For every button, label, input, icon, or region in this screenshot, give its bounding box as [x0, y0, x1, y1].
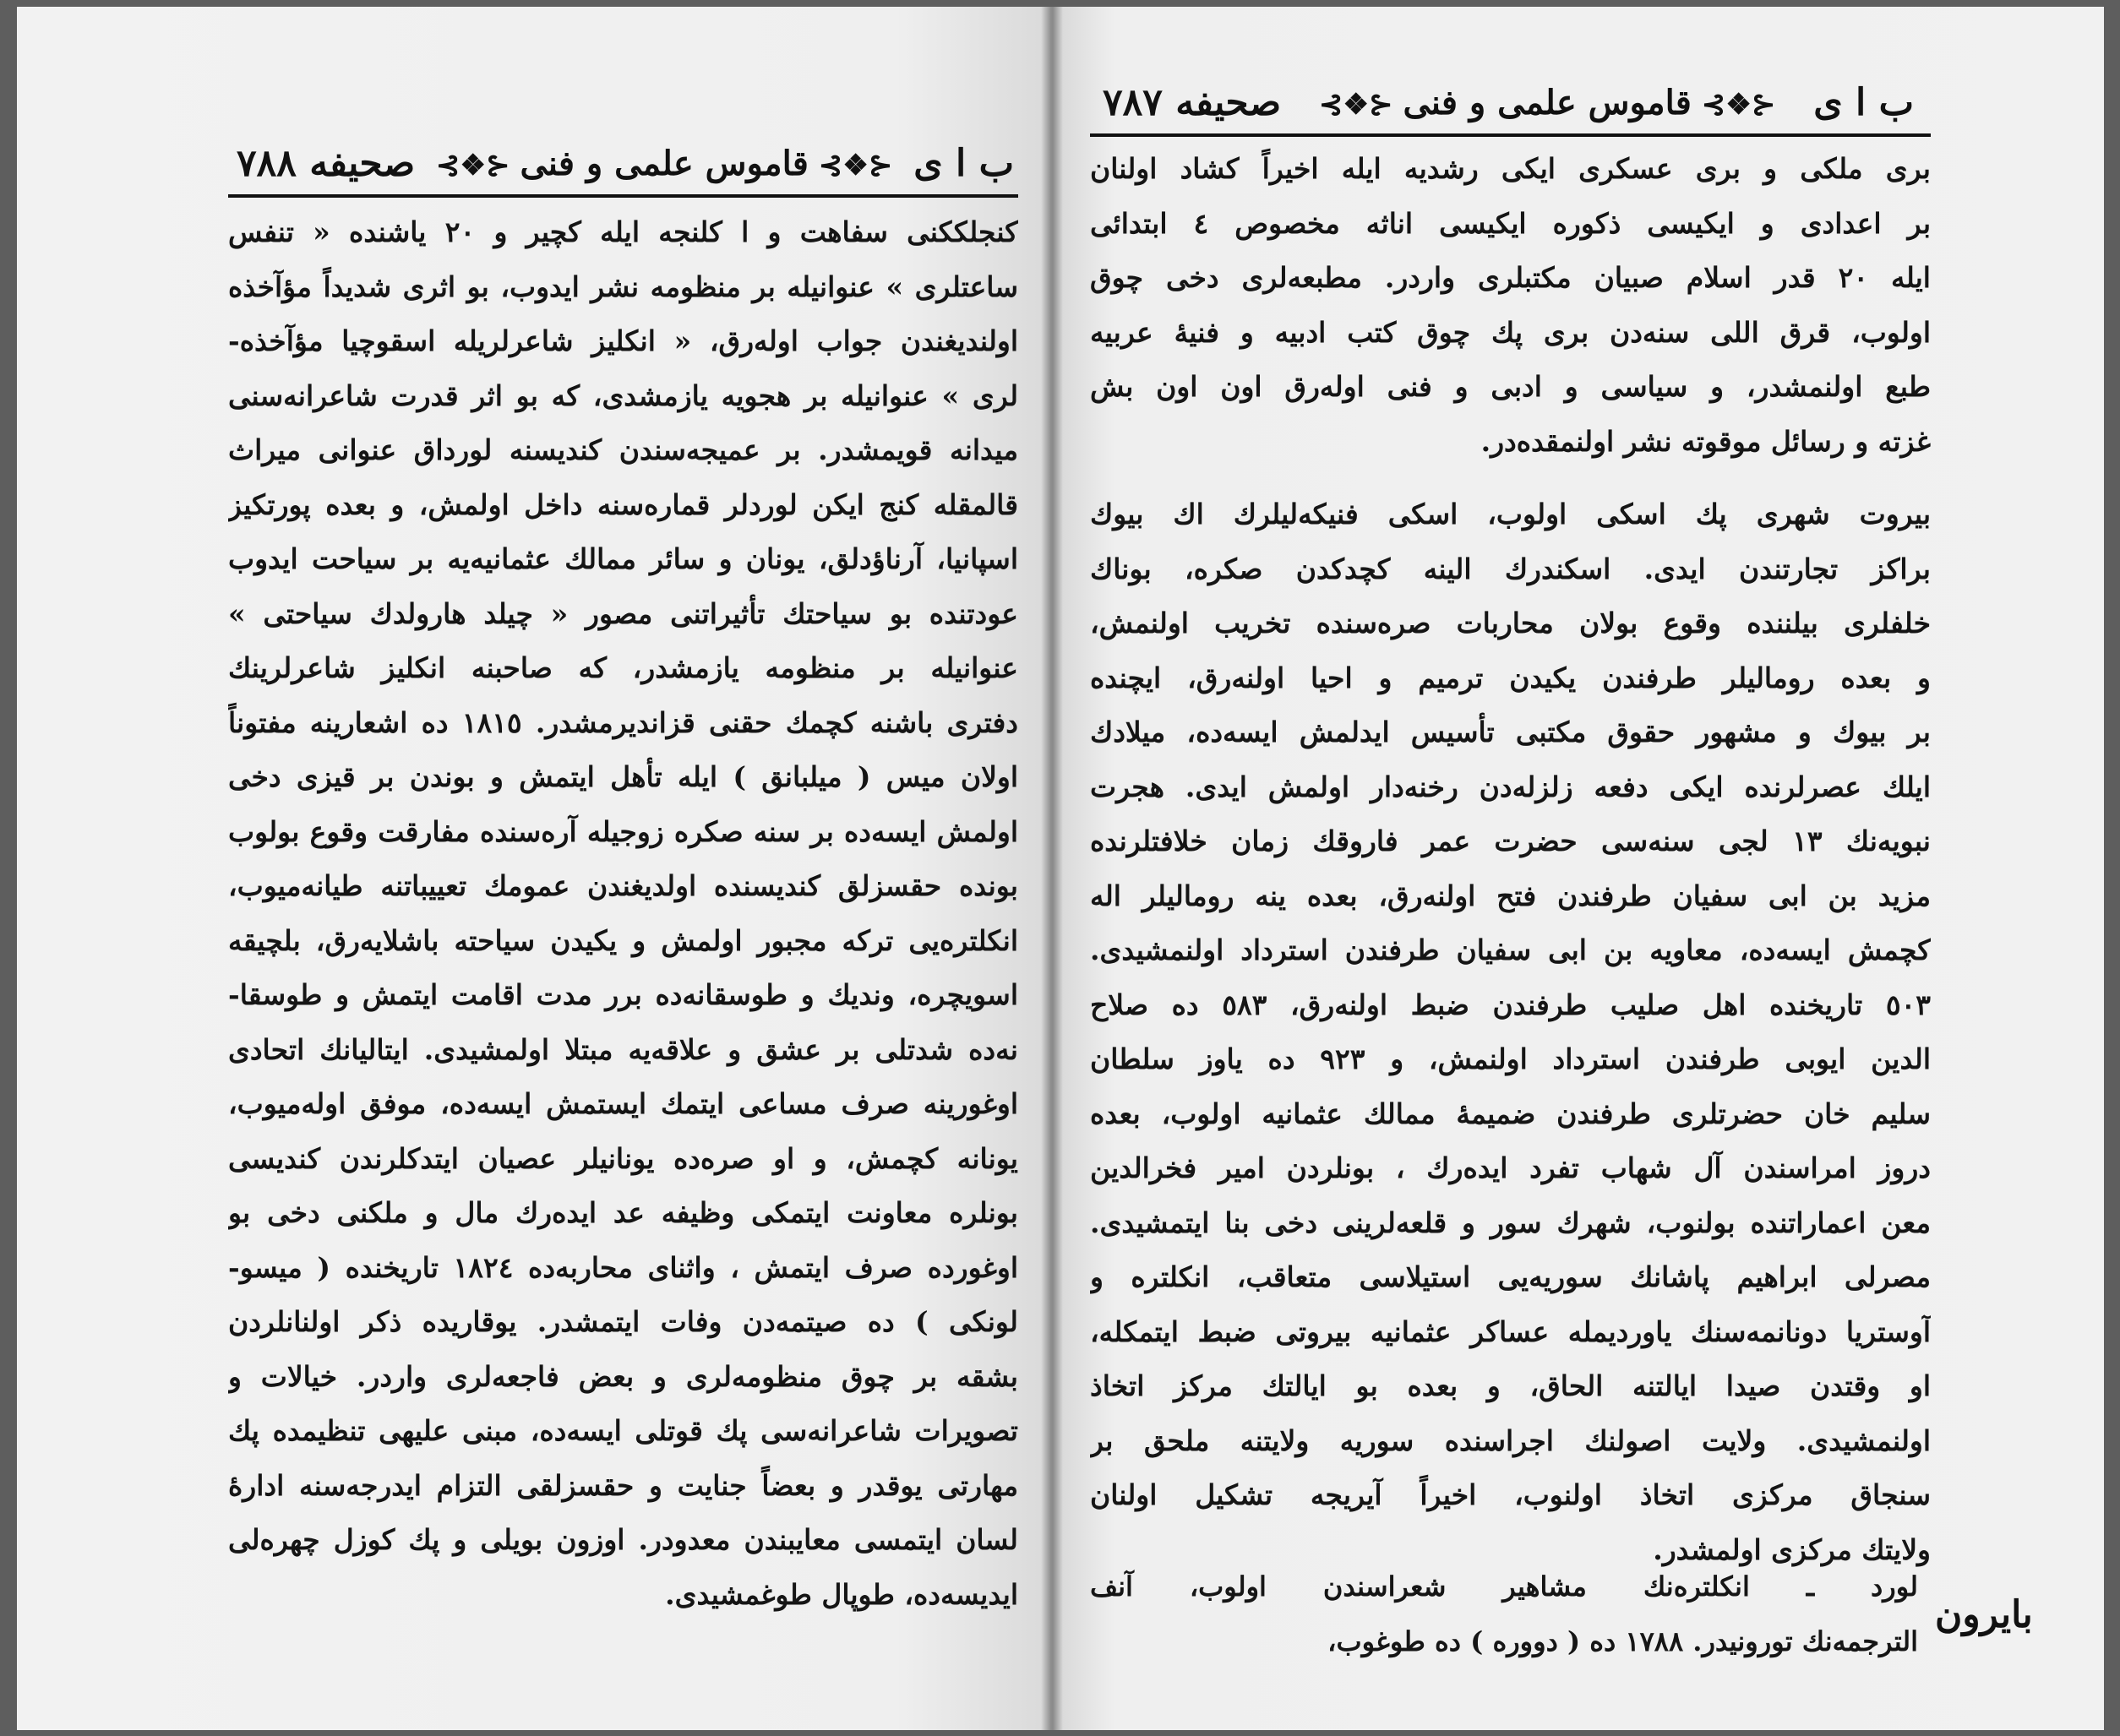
text-line: عنوانيله بر منظومه يازمشدر، كه صاحبنه انكليز شاعرلرينك	[228, 651, 1018, 684]
text-line: برى ملكى و برى عسكرى ايكى رشديه ايله اخيراً كشاد اولنان	[1090, 152, 1931, 185]
text-line: تصويرات شاعرانەسى پك قوتلى ايسەده، مبنى عليهى تنظيمده پك	[228, 1414, 1018, 1447]
right-header-marker: ب ا ى	[1813, 80, 1914, 124]
text-line: لونكى ) ده صيتمەدن وفات ايتمشدر. يوقاريده ذكر اولنانلردن	[228, 1305, 1018, 1338]
text-line: دفترى باشنه كچمك حقنى قزانديرمشدر. ١٨١٥ ده اشعارينه مفتوناً	[228, 705, 1018, 739]
text-line: اولنديغندن جواب اولەرق، « انكليز شاعرلريله اسقوچيا مؤآخذه-	[228, 324, 1018, 357]
text-line: مصرلى ابراهيم پاشانك سوريەيى استيلاسى متعاقب، انكلترە و	[1090, 1260, 1931, 1293]
text-line: ايلك عصرلرنده ايكى دفعه زلزلەدن رخنەدار اولمش ايدى. هجرت	[1090, 770, 1931, 803]
paragraph-1	[1090, 142, 1931, 469]
text-line: لورد ـ انكلترەنك مشاهير شعراسندن اولوب، آنف	[1090, 1570, 1918, 1603]
text-line: الدين ايوبى طرفندن استرداد اولنمش، و ٩٢٣ ده ياوز سلطان	[1090, 1042, 1931, 1075]
left-header-rule	[228, 194, 1018, 198]
right-header-title-wrap	[1281, 83, 1813, 122]
text-line: اولمش ايسەده بر سنه صكره زوجيله آرەسنده مفارقت وقوع بولوب	[228, 814, 1018, 848]
text-line: سليم خان حضرتلرى طرفندن ضميمۀ ممالك عثمانيه اولوب، بعده	[1090, 1097, 1931, 1130]
text-line: بر اعدادى و ايكيسى ذكوره ايكيسى اناثه مخصوص ٤ ابتدائى	[1090, 206, 1931, 240]
left-page-body	[228, 205, 1018, 1622]
text-line: لسان ايتمسى معايبندن معدودر. اوزون بويلى و پك كوزل چهرەلى	[228, 1523, 1018, 1556]
text-line: اولوب، قرق اللى سنەدن برى پك چوق كتب ادبيه و فنيۀ عربيه	[1090, 315, 1931, 349]
ornament-icon: ⊰❖⊱	[1319, 87, 1393, 122]
text-line: كچمش ايسەده، معاويه بن ابى سفيان طرفندن استرداد اولنمشيدى.	[1090, 933, 1931, 966]
text-line: دروز امراسندن آل شهاب تفرد ايدەرك ، بونلردن امير فخرالدين	[1090, 1151, 1931, 1184]
text-line: طبع اولنمشدر، و سياسى و ادبى و فنى اولەرق اون اون بش	[1090, 370, 1931, 403]
ornament-icon: ⊰❖⊱	[1701, 87, 1776, 122]
text-line: عودتنده بو سياحتك تأثيراتنى مصور « چيلد هارولدك سياحتى »	[228, 596, 1018, 630]
text-line: بونده حقسزلق كنديسنده اولديغندن عمومك تعييباتنه طيانەميوب،	[228, 869, 1018, 902]
text-line: او وقتدن صيدا ايالتنه الحاق، و بعده بو ايالتك مركز اتخاذ	[1090, 1369, 1931, 1402]
text-line: ايله ٢٠ قدر اسلام صبيان مكتبلرى واردر. مطبعەلرى دخى چوق	[1090, 261, 1931, 294]
text-line: براكز تجارتندن ايدى. اسكندرك الينه كچدكدن صكره، بوناك	[1090, 552, 1931, 585]
text-line: غزته و رسائل موقوته نشر اولنمقدەدر.	[1480, 424, 1931, 458]
text-line: بيروت شهرى پك اسكى اولوب، اسكى فنيكەليلرك اك بيوك	[1090, 498, 1931, 531]
text-line: اولنمشيدى. ولايت اصولنك اجراسنده سوريه ولايتنه ملحق بر	[1090, 1423, 1931, 1457]
book-gutter	[1041, 7, 1063, 1730]
left-header-marker: ب ا ى	[913, 141, 1014, 185]
text-line: قالمقله كنج ايكن لوردلر قمارەسنه داخل اولمش، و بعده پورتكيز	[228, 487, 1018, 521]
text-line: نبويەنك ١٣ لجى سنەسى حضرت عمر فاروقك زمان خلافتلرنده	[1090, 824, 1931, 857]
right-header-title: قاموس علمى و فنى	[1403, 82, 1692, 122]
text-line: بونلره معاونت ايتمكى وظيفه عد ايدەرك مال و ملكنى دخى بو	[228, 1196, 1018, 1229]
left-page	[17, 7, 1052, 1730]
text-line: اوغورينه صرف مساعى ايتمك ايستمش ايسەده، موفق اولەميوب،	[228, 1087, 1018, 1120]
text-line: آوستريا دونانمەسنك ياورديمله عساكر عثمانيه بيروتى ضبط ايتمكله،	[1090, 1314, 1931, 1348]
paragraph-gap	[1090, 469, 1931, 487]
text-line: اسويچره، ونديك و طوسقانەده برر مدت اقامت ايتمش و طوسقا-	[228, 978, 1018, 1011]
text-line: الترجمەنك تورونيدر. ١٧٨٨ ده ( دووره ) ده طوغوب،	[1327, 1624, 1918, 1657]
text-line: كنجلككنى سفاهت و ا كلنجه ايله كچير و ٢٠ ياشنده « تنفس	[228, 215, 1018, 248]
left-header-page-label: صحيفه ٧٨٨	[237, 141, 416, 185]
entry-headword: بايرون	[1935, 1593, 2033, 1636]
text-line: ولايتك مركزى اولمشدر.	[1653, 1532, 1931, 1566]
text-line: معن اعماراتنده بولنوب، شهرك سور و قلعەلرينى دخى بنا ايتمشيدى.	[1090, 1205, 1931, 1239]
text-line: يونانه كچمش، و او صرەده يونانيلر عصيان ايتدكلرندن كنديسى	[228, 1141, 1018, 1175]
right-page	[1052, 7, 2104, 1730]
text-line: بر بيوك و مشهور حقوق مكتبى تأسيس ايدلمش ايسەده، ميلادك	[1090, 716, 1931, 748]
book-spread	[17, 7, 2104, 1730]
text-line: مهارتى يوقدر و بعضاً جنايت و حقسزلقى التزام ايدرجەسنه ادارۀ	[228, 1468, 1018, 1502]
entry-body	[1090, 1559, 1918, 1668]
text-line: مزيد بن ابى سفيان طرفندن فتح اولنەرق، بعده ينه روماليلر اله	[1090, 879, 1931, 912]
text-line: نەده شدتلى بر عشق و علاقەيه مبتلا اولمشيدى. ايتاليانك اتحادى	[228, 1032, 1018, 1066]
text-line: ساعتلرى » عنوانيله بر منظومه نشر ايدوب، بو اثرى شديداً مؤآخذه	[228, 269, 1018, 303]
text-line: خلفلرى بيلننده وقوع بولان محاربات صرەسنده تخريب اولنمش،	[1090, 607, 1931, 639]
text-line: ٥٠٣ تاريخنده اهل صليب طرفندن ضبط اولنەرق، ٥٨٣ ده صلاح	[1090, 988, 1931, 1021]
paragraph-2	[1090, 487, 1931, 1577]
right-header-rule	[1090, 133, 1931, 137]
text-line: سنجاق مركزى اتخاذ اولنوب، اخيراً آيريجه تشكيل اولنان	[1090, 1478, 1931, 1511]
right-page-header	[1103, 73, 1914, 132]
left-header-title: قاموس علمى و فنى	[520, 143, 809, 183]
text-line: اولان ميس ( ميلبانق ) ايله تأهل ايتمش و بوندن بر قيزى دخى	[228, 760, 1018, 793]
left-page-header	[237, 133, 1014, 193]
text-line: ايديسەده، طوپال طوغمشيدى.	[665, 1577, 1018, 1611]
ornament-icon: ⊰❖⊱	[818, 148, 893, 182]
left-header-title-wrap	[415, 144, 913, 183]
text-line: لرى » عنوانيله بر هجويه يازمشدى، كه بو اثر قدرت شاعرانەسنى	[228, 378, 1018, 412]
ornament-icon: ⊰❖⊱	[436, 148, 510, 182]
text-line: و بعده روماليلر طرفندن يكيدن ترميم و احيا اولنەرق، ايچنده	[1090, 661, 1931, 694]
right-header-page-label: صحيفه ٧٨٧	[1103, 80, 1282, 124]
text-line: اوغورده صرف ايتمش ، واثناى محاربەده ١٨٢٤ تاريخنده ( ميسو-	[228, 1250, 1018, 1284]
text-line: اسپانيا، آرناؤدلق، يونان و سائر ممالك عثمانيەيه بر سياحت ايدوب	[228, 542, 1018, 575]
text-line: ميدانه قويمشدر. بر عميجەسندن كنديسنه لورداق عنوانى ميراث	[228, 433, 1018, 466]
text-line: انكلترەيى تركه مجبور اولمش و يكيدن سياحته باشلايەرق، بلچيقه	[228, 923, 1018, 957]
right-page-body	[1090, 142, 1931, 1577]
text-line: بشقه بر چوق منظومەلرى و بعض فاجعەلرى واردر. خيالات و	[228, 1359, 1018, 1393]
